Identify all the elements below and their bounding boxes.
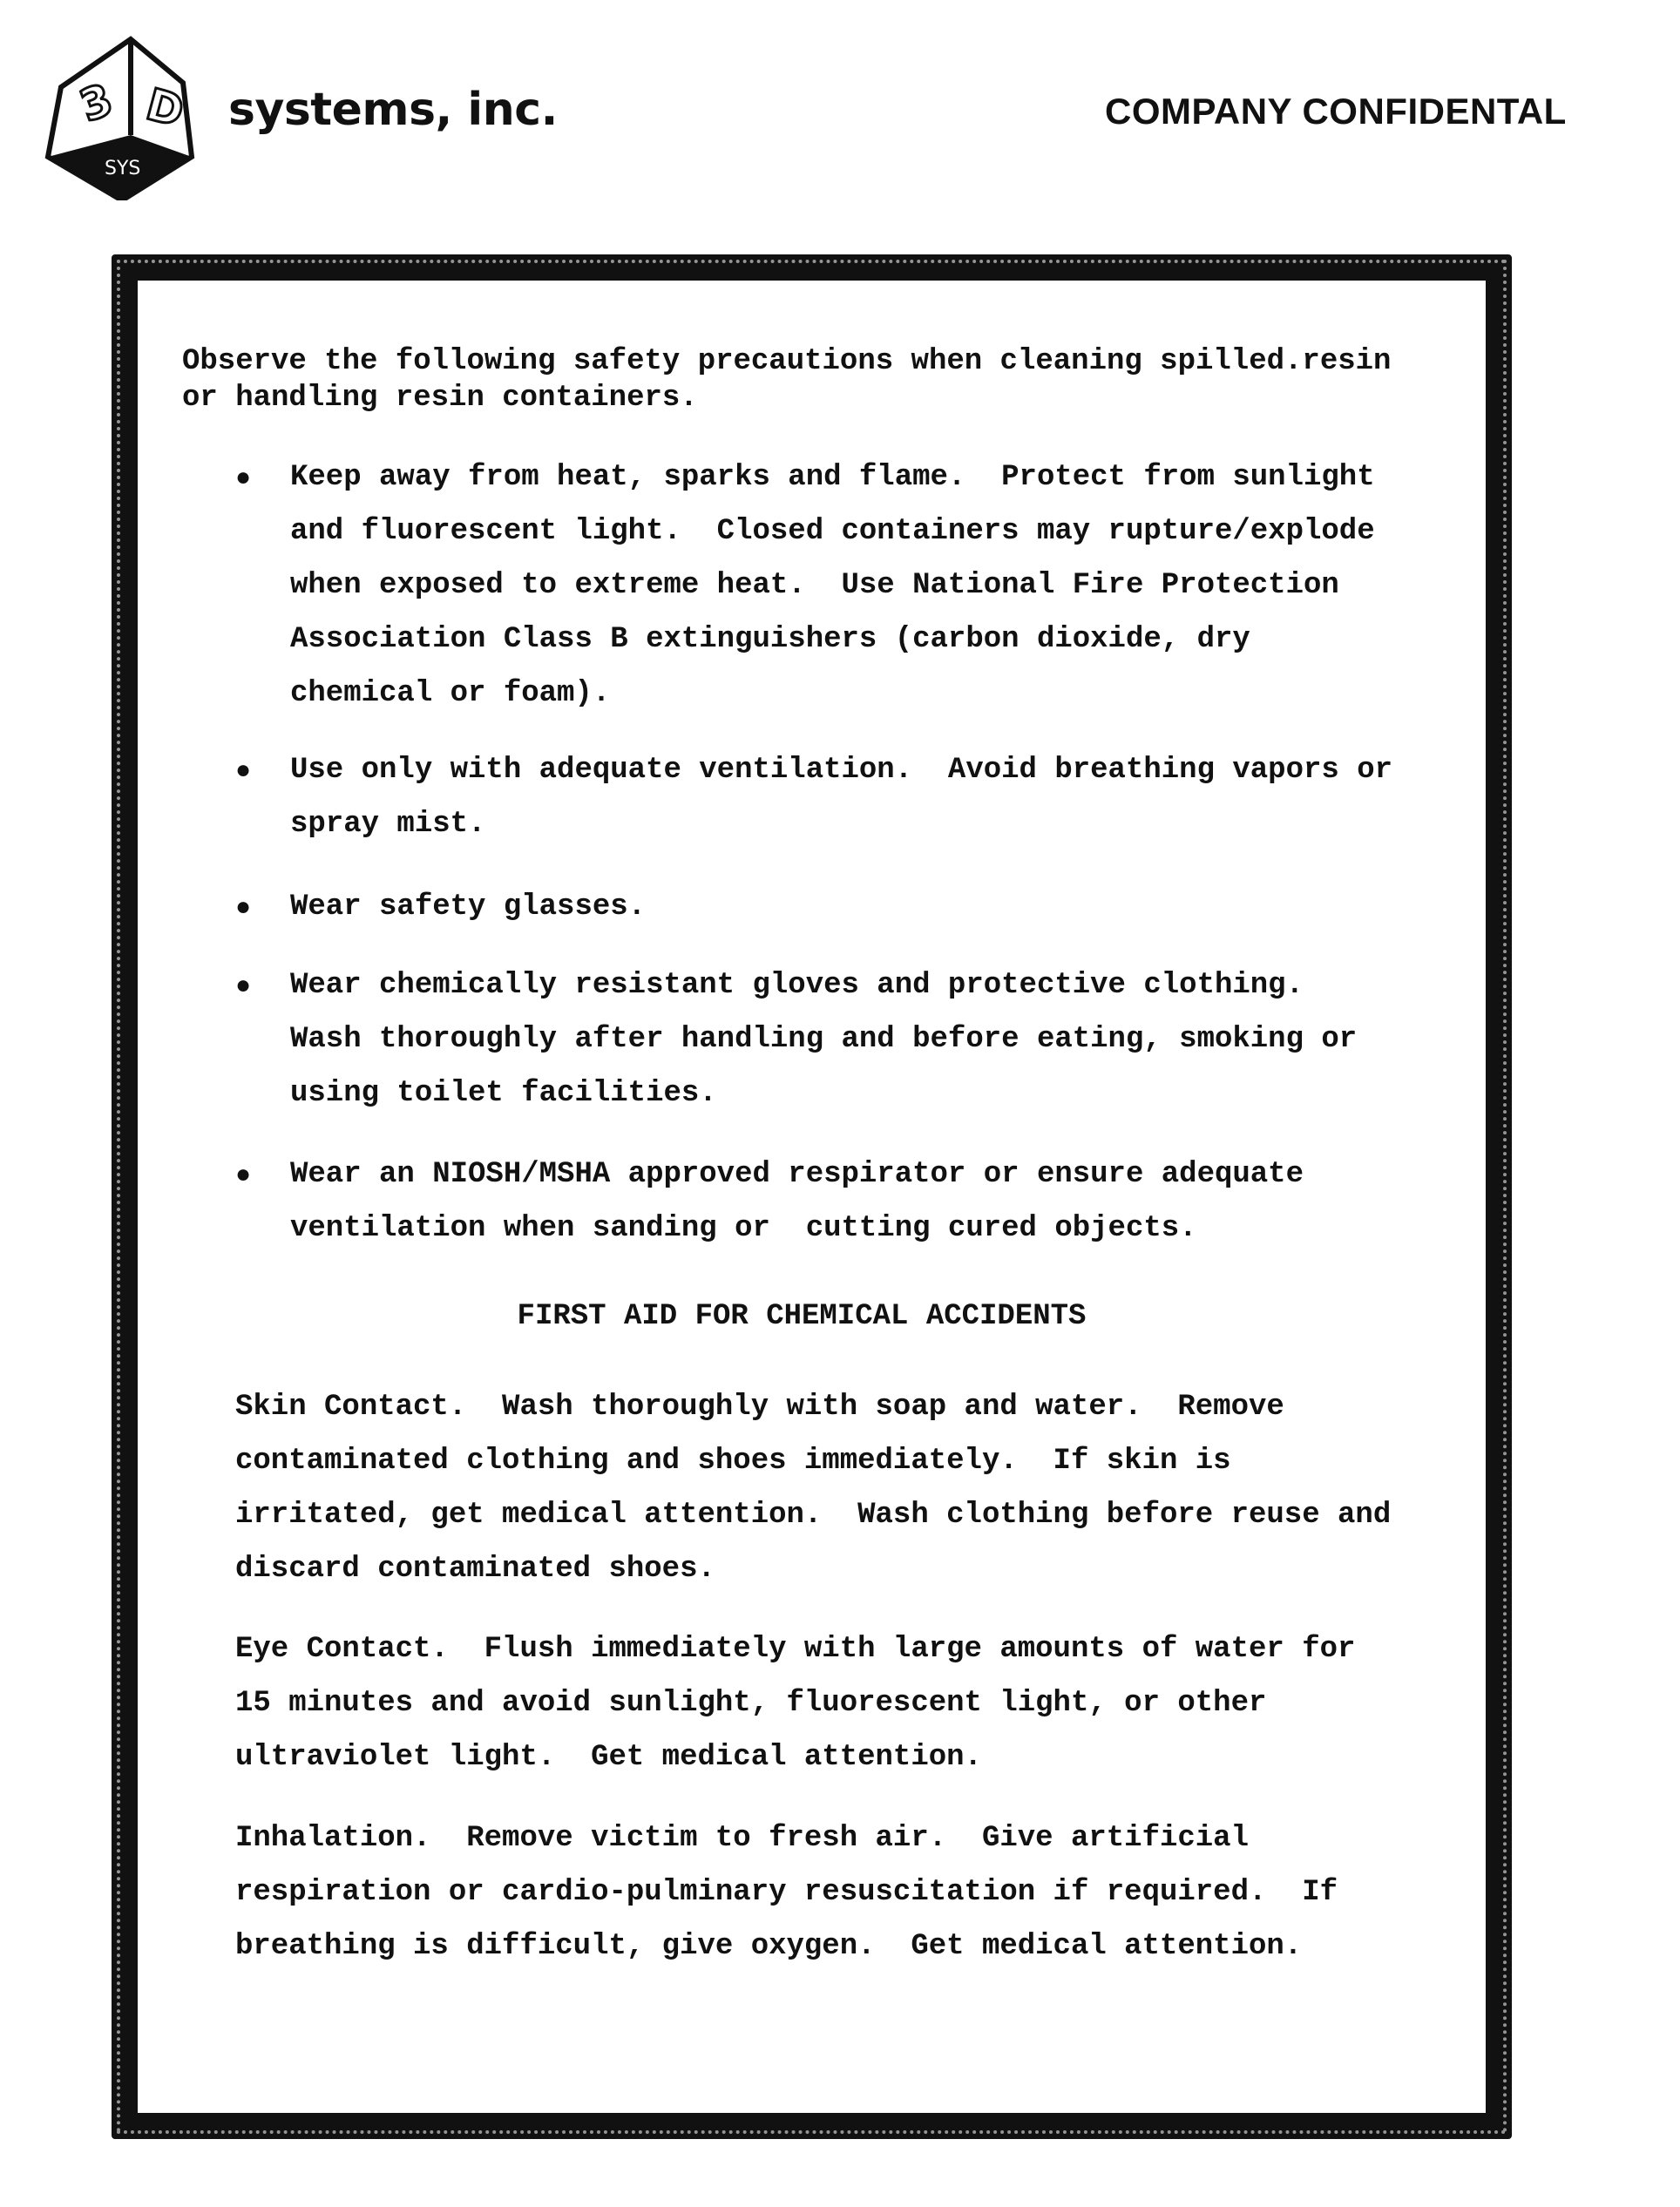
skin-contact-section bbox=[235, 1380, 1391, 1596]
item-line: Association Class B extinguishers (carbon dioxide, dry bbox=[290, 613, 1375, 667]
section-line: Skin Contact. Wash thoroughly with soap and water. Remove bbox=[235, 1380, 1391, 1434]
bullet-icon: ● bbox=[235, 1148, 251, 1202]
intro-line: Observe the following safety precautions when cleaning spilled.resin bbox=[182, 343, 1391, 380]
company-name: systems, inc. bbox=[228, 84, 558, 136]
item-line: when exposed to extreme heat. Use National Fire Protection bbox=[290, 559, 1375, 613]
list-item bbox=[290, 880, 646, 934]
section-line: Inhalation. Remove victim to fresh air. Give artificial bbox=[235, 1811, 1338, 1865]
section-line: respiration or cardio-pulminary resuscitation if required. If bbox=[235, 1865, 1338, 1919]
company-logo bbox=[35, 35, 227, 200]
first-aid-heading: FIRST AID FOR CHEMICAL ACCIDENTS bbox=[0, 1290, 1603, 1344]
list-item bbox=[290, 1148, 1304, 1256]
item-line: Wear chemically resistant gloves and protective clothing. bbox=[290, 958, 1357, 1012]
section-line: 15 minutes and avoid sunlight, fluorescent light, or other bbox=[235, 1676, 1355, 1730]
list-item bbox=[290, 743, 1392, 851]
svg-text:3: 3 bbox=[73, 74, 119, 132]
list-item bbox=[290, 450, 1375, 721]
item-line: Use only with adequate ventilation. Avoid breathing vapors or bbox=[290, 743, 1392, 797]
item-line: Keep away from heat, sparks and flame. Protect from sunlight bbox=[290, 450, 1375, 504]
bullet-icon: ● bbox=[235, 743, 251, 797]
item-line: ventilation when sanding or cutting cured objects. bbox=[290, 1202, 1304, 1256]
bullet-icon: ● bbox=[235, 880, 251, 934]
section-line: breathing is difficult, give oxygen. Get medical attention. bbox=[235, 1919, 1338, 1973]
section-line: discard contaminated shoes. bbox=[235, 1542, 1391, 1596]
item-line: using toilet facilities. bbox=[290, 1066, 1357, 1120]
item-line: spray mist. bbox=[290, 797, 1392, 851]
bullet-icon: ● bbox=[235, 958, 251, 1012]
inhalation-section bbox=[235, 1811, 1338, 1973]
confidential-label: COMPANY CONFIDENTAL bbox=[1105, 91, 1567, 132]
section-line: Eye Contact. Flush immediately with large amounts of water for bbox=[235, 1622, 1355, 1676]
item-line: Wear an NIOSH/MSHA approved respirator or ensure adequate bbox=[290, 1148, 1304, 1202]
section-line: contaminated clothing and shoes immediately. If skin is bbox=[235, 1434, 1391, 1488]
item-line: chemical or foam). bbox=[290, 667, 1375, 721]
intro-line: or handling resin containers. bbox=[182, 380, 1391, 416]
section-line: irritated, get medical attention. Wash clothing before reuse and bbox=[235, 1488, 1391, 1542]
svg-text:SYS: SYS bbox=[105, 158, 140, 179]
section-line: ultraviolet light. Get medical attention. bbox=[235, 1730, 1355, 1784]
item-line: Wash thoroughly after handling and before eating, smoking or bbox=[290, 1012, 1357, 1066]
eye-contact-section bbox=[235, 1622, 1355, 1784]
item-line: and fluorescent light. Closed containers may rupture/explode bbox=[290, 504, 1375, 559]
list-item bbox=[290, 958, 1357, 1120]
intro-text bbox=[182, 343, 1391, 416]
item-line: Wear safety glasses. bbox=[290, 880, 646, 934]
svg-text:D: D bbox=[141, 79, 189, 138]
bullet-icon: ● bbox=[235, 450, 251, 504]
